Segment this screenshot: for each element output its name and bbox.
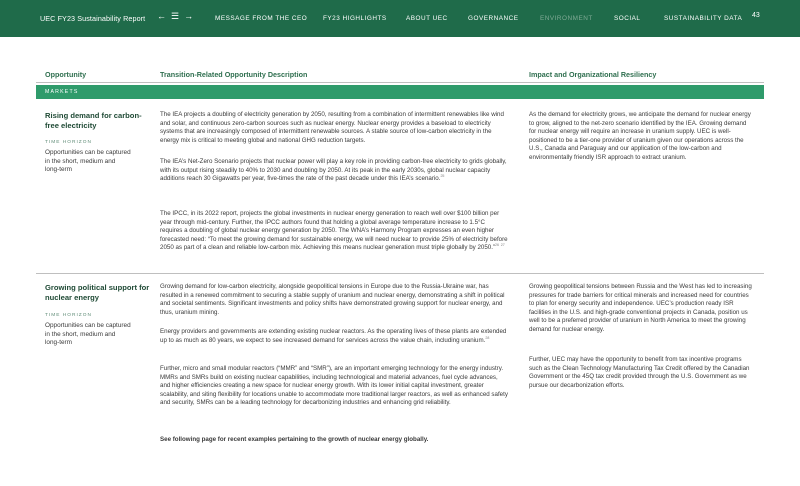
opportunity-title-1: Rising demand for carbon-free electricity [45, 111, 142, 130]
nav-message-from-ceo[interactable]: MESSAGE FROM THE CEO [215, 15, 308, 22]
nav-fy23-highlights[interactable]: FY23 HIGHLIGHTS [323, 15, 387, 22]
time-horizon-label-2: TIME HORIZON [45, 313, 92, 318]
time-horizon-text-2: Opportunities can be captured in the short, medium and long-term [45, 322, 131, 346]
page-number: 43 [752, 12, 760, 19]
row-divider [36, 273, 764, 274]
section-label: MARKETS [45, 89, 79, 95]
page-nav-controls [157, 11, 194, 22]
nav-social[interactable]: SOCIAL [614, 15, 641, 22]
impact-paragraph: Growing geopolitical tensions between Russia and the West has led to increasing pressures for trade barriers for critical minerals and increased need for countries to plan for energy security and independence. UEC’s production ready ISR facilities in the U.S. and high-grade conventional projects in Canada, position us well to be a preferred provider of uranium in North America to meet the growing demand for nuclear energy. [529, 283, 752, 333]
footnote-ref[interactable]: 27 [500, 242, 505, 247]
nav-governance[interactable]: GOVERNANCE [468, 15, 519, 22]
description-paragraph: The IEA projects a doubling of electricity generation by 2050, resulting from a combination of intermittent renewables like wind and solar, and continuous zero-carbon sources such as nuclear energy. Nuclear energy provides a baseload to electricity systems that are increasingly composed of intermittent renewable sources. A stable source of low-carbon electricity in the energy mix is critical to meeting global and national GHG reduction targets. [160, 111, 504, 144]
impact-paragraph: Further, UEC may have the opportunity to benefit from tax incentive programs such as the Clean Technology Manufacturing Tax Credit offered by the Canadian Government or the 45Q tax credit provided through the U.S. Government as we pursue our decarbonization efforts. [529, 356, 750, 389]
top-nav-bar [0, 0, 800, 37]
description-paragraph: The IEA’s Net-Zero Scenario projects that nuclear power will play a key role in providing carbon-free electricity to grids globally, with its output rising steadily to 40% to 2030 and doubling by 2050. At its peak in the early 2030s, global nuclear capacity additions reach 30 Gigawatts per year, five-times the rate of the past decade under this IEA’s scenario.$^{25}$ [160, 158, 507, 182]
column-header-opportunity: Opportunity [45, 70, 87, 79]
description-paragraph: Energy providers and governments are extending existing nuclear reactors. As the operating lives of these plants are extended up to as much as 80 years, we expect to see increased demand for services across the value chain, including uranium.$^{28}$ [160, 328, 507, 344]
previous-page-icon[interactable]: ← [157, 11, 167, 21]
time-horizon-text-1: Opportunities can be captured in the short, medium and long-term [45, 149, 131, 173]
impact-paragraph: As the demand for electricity grows, we anticipate the demand for nuclear energy to grow, aligned to the net-zero scenario identified by the IEA. Growing demand for nuclear energy will require an increase in uranium supply. UEC is well-positioned to be a tier-one provider of uranium given our operations across the U.S., Canada and Paraguay and our application of the low-carbon and environmentally friendly ISR approach to extract uranium. [529, 111, 751, 161]
footnote-ref[interactable]: 28 [485, 335, 490, 340]
nav-about-uec[interactable]: ABOUT UEC [406, 15, 448, 22]
time-horizon-label-1: TIME HORIZON [45, 140, 92, 145]
footnote-ref[interactable]: 25 [440, 173, 445, 178]
nav-sustainability-data[interactable]: SUSTAINABILITY DATA [664, 15, 743, 22]
footnote-ref[interactable]: 26 [495, 242, 500, 247]
description-paragraph: Growing demand for low-carbon electricity, alongside geopolitical tensions in Europe due to the Russia-Ukraine war, has resulted in a renewed commitment to securing a stable supply of uranium and nuclear energy, demonstrating a shift in political and societal sentiments. Significant investments and policy shifts have demonstrated growing support for nuclear energy, and thus, uranium mining. [160, 283, 505, 316]
description-paragraph: The IPCC, in its 2022 report, projects the global investments in nuclear energy generation to reach well over $100 billion per year through mid-century. Further, the IPCC authors found that holding a global average temperature increase to 1.5°C requires a doubling of global nuclear energy generation by 2050. The WNA’s Harmony Program expresses an even higher forecasted need: “To meet the growing demand for sustainable energy, we will need nuclear to provide 25% of electricity before 2050 as part of a clean and reliable low-carbon mix. Achieving this means nuclear generation must triple globally by 2050.”$^{26}$ $^{27}$ [160, 210, 508, 251]
opportunity-title-2: Growing political support for nuclear energy [45, 283, 150, 302]
menu-icon[interactable]: ☰ [171, 11, 181, 21]
column-header-description: Transition-Related Opportunity Description [160, 70, 308, 79]
description-paragraph: Further, micro and small modular reactors (“MMR” and “SMR”), are an important emerging technology for the energy industry. MMRs and SMRs build on existing nuclear capabilities, including technological and material advances, fuel cycle advances, and higher efficiencies creating a new space for nuclear energy growth. With its lower initial capital investment, greater scalability, and siting flexibility for locations unable to accommodate more traditional larger reactors, as well as enhanced safety and security, SMRs can be a leading technology for decarbonizing industries and enhancing grid reliability. [160, 365, 508, 406]
column-header-impact: Impact and Organizational Resiliency [529, 70, 657, 79]
header-rule [36, 82, 764, 83]
nav-environment[interactable]: ENVIRONMENT [540, 15, 593, 22]
see-following-page-link[interactable]: See following page for recent examples pertaining to the growth of nuclear energy globally. [160, 436, 429, 443]
report-title[interactable]: UEC FY23 Sustainability Report [40, 14, 146, 23]
next-page-icon[interactable]: → [184, 11, 195, 21]
section-band-markets [36, 85, 764, 99]
